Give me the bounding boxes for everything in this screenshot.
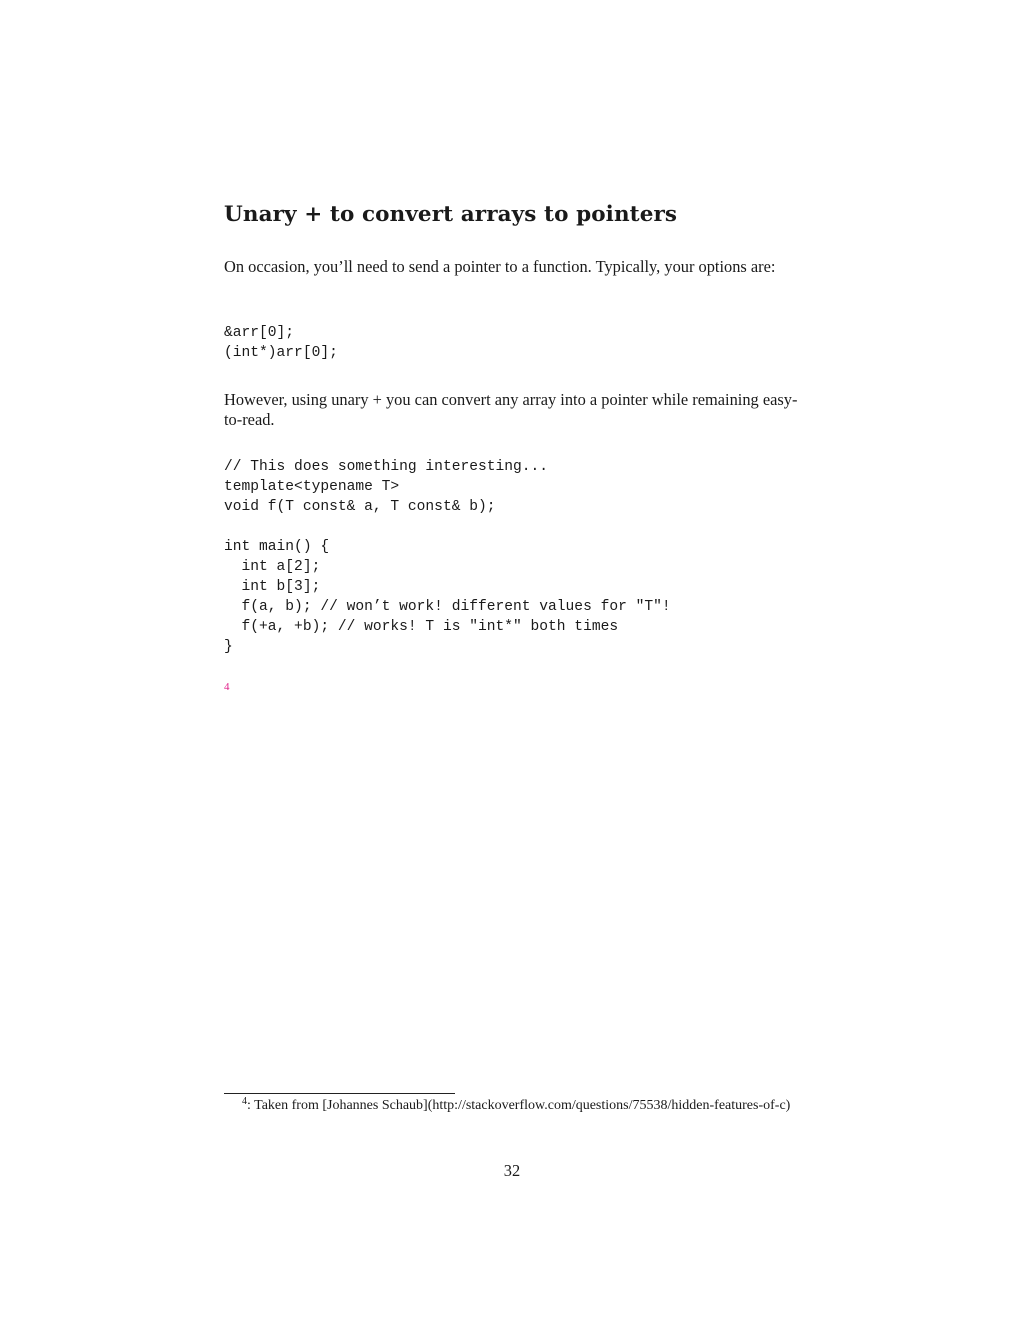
section-heading: Unary + to convert arrays to pointers [224, 202, 678, 227]
footnote-divider [224, 1093, 455, 1094]
intro-paragraph: On occasion, you’ll need to send a pointer to a function. Typically, your options are: [224, 257, 776, 276]
footnote-text: Taken from [Johannes Schaub](http://stackoverflow.com/questions/75538/hidden-features-of-c) [254, 1098, 791, 1113]
unary-paragraph: However, using unary + you can convert any array into a pointer while remaining easy-to-read. [224, 390, 798, 429]
code-block-options: &arr[0]; (int*)arr[0]; [224, 325, 338, 361]
footnote-marker-link[interactable]: 4 [224, 681, 230, 693]
page-number: 32 [503, 1161, 521, 1180]
footnote-number: 4 [242, 1096, 247, 1107]
footnote [224, 1097, 800, 1114]
code-block-example: // This does something interesting... template<typename T> void f(T const& a, T const& b); int main() { int a[2]; int b[3]; f(a, b); // won’t work! different values for "T"! f(+a, +b); // works! T is "int*" both times } [224, 459, 671, 655]
footnote-separator: : [247, 1098, 251, 1113]
